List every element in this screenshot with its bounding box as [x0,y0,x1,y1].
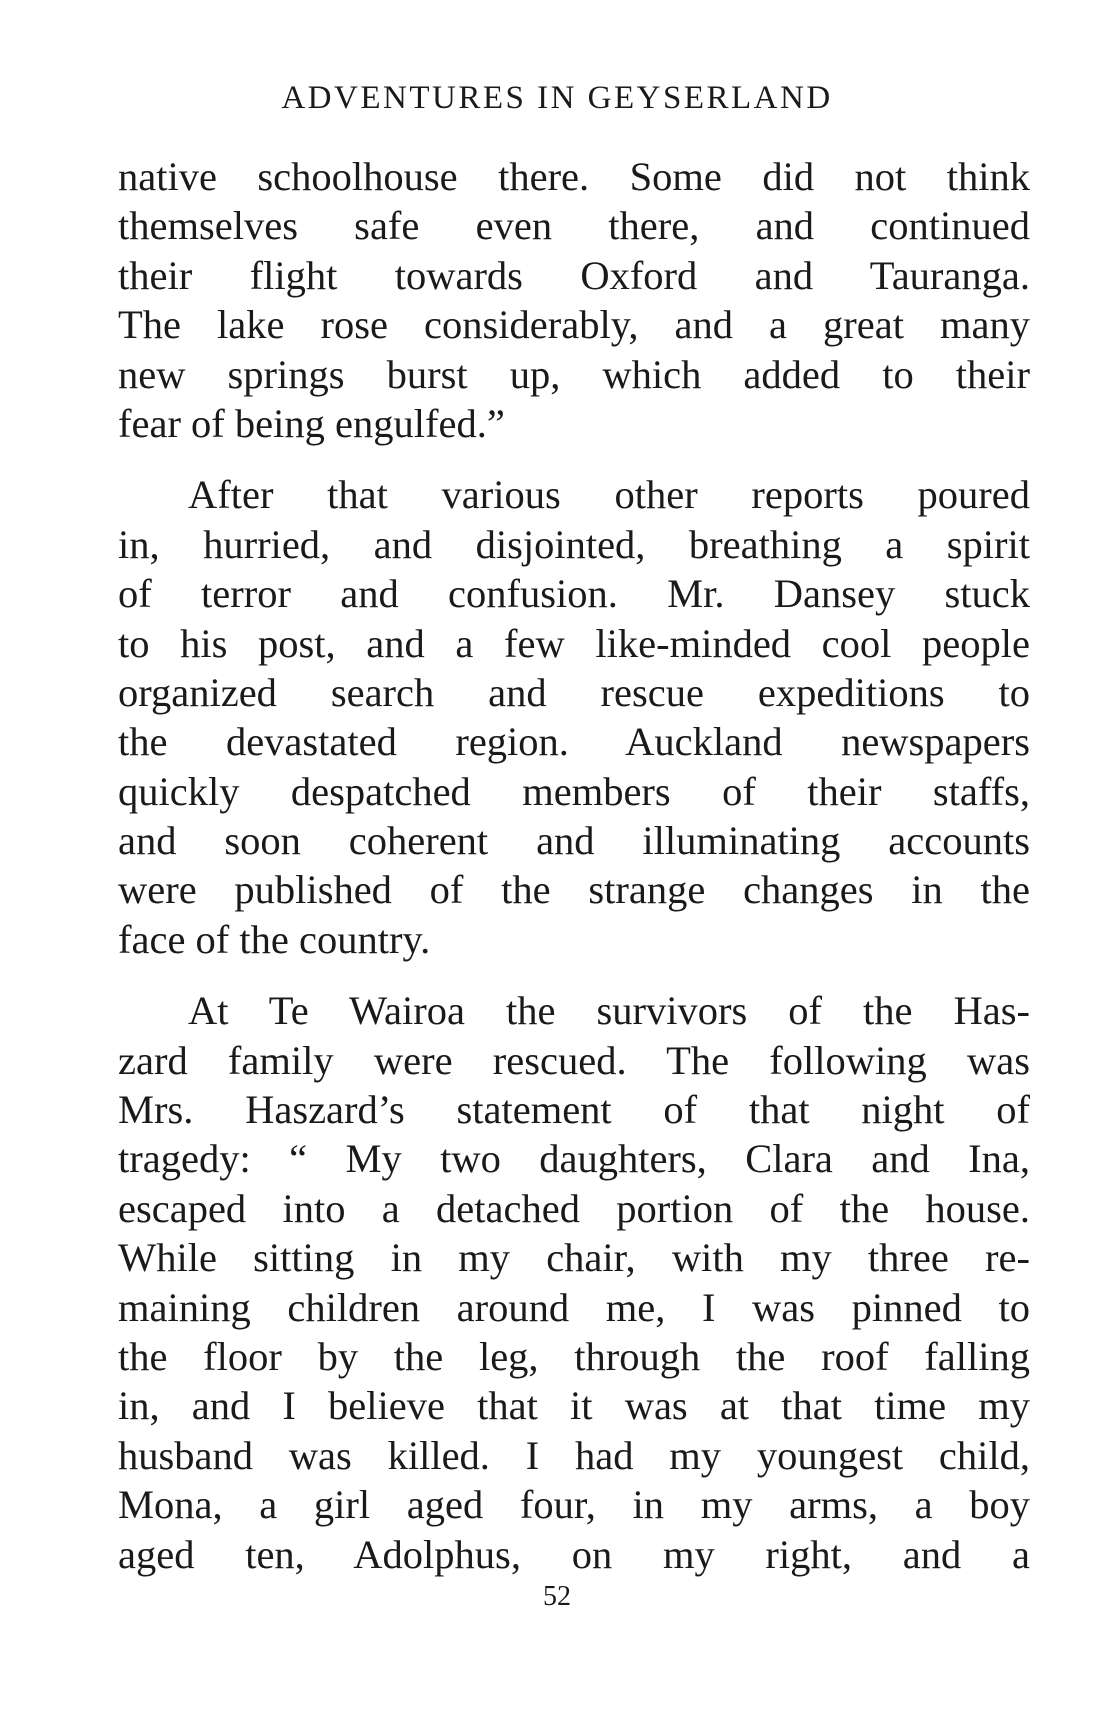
paragraph-gap [118,964,1030,986]
text-line: new springs burst up, which added to their [118,351,1030,397]
text-line: While sitting in my chair, with my three re- [118,1235,1030,1281]
text-line: of terror and confusion. Mr. Dansey stuck [118,571,1030,617]
text-line: the devastated region. Auckland newspapers [118,719,1030,765]
text-line: Mrs. Haszard’s statement of that night of [118,1087,1030,1133]
text-line: were published of the strange changes in the [118,867,1030,913]
paragraph-gap [118,448,1030,470]
text-line: After that various other reports poured [188,472,1030,518]
text-line: face of the country. [118,916,431,962]
text-line: organized search and rescue expeditions to [118,669,1030,715]
text-line: husband was killed. I had my youngest child, [118,1432,1030,1478]
text-line: to his post, and a few like-minded cool people [118,620,1030,666]
text-line: themselves safe even there, and continued [118,203,1030,249]
text-line: tragedy: “ My two daughters, Clara and Ina, [118,1136,1030,1182]
text-line: At Te Wairoa the survivors of the Has- [188,988,1030,1034]
text-line: aged ten, Adolphus, on my right, and a [118,1531,1030,1577]
body-text [118,152,1030,1579]
text-line: escaped into a detached portion of the house. [118,1185,1030,1231]
text-line: Mona, a girl aged four, in my arms, a boy [118,1482,1030,1528]
text-line: native schoolhouse there. Some did not think [118,154,1030,199]
text-line: The lake rose considerably, and a great many [118,302,1030,348]
text-line: maining children around me, I was pinned to [118,1284,1030,1330]
running-head: ADVENTURES IN GEYSERLAND [281,80,833,116]
text-line: their flight towards Oxford and Tauranga. [118,252,1030,298]
text-line: zard family were rescued. The following was [118,1037,1030,1083]
text-line: in, and I believe that it was at that time my [118,1383,1030,1429]
page-number: 52 [543,1581,571,1612]
text-line: fear of being engulfed.” [118,400,505,446]
text-line: quickly despatched members of their staffs, [118,768,1030,814]
text-line: and soon coherent and illuminating accounts [118,818,1030,864]
text-line: in, hurried, and disjointed, breathing a spirit [118,521,1030,567]
text-line: the floor by the leg, through the roof falling [118,1333,1030,1379]
